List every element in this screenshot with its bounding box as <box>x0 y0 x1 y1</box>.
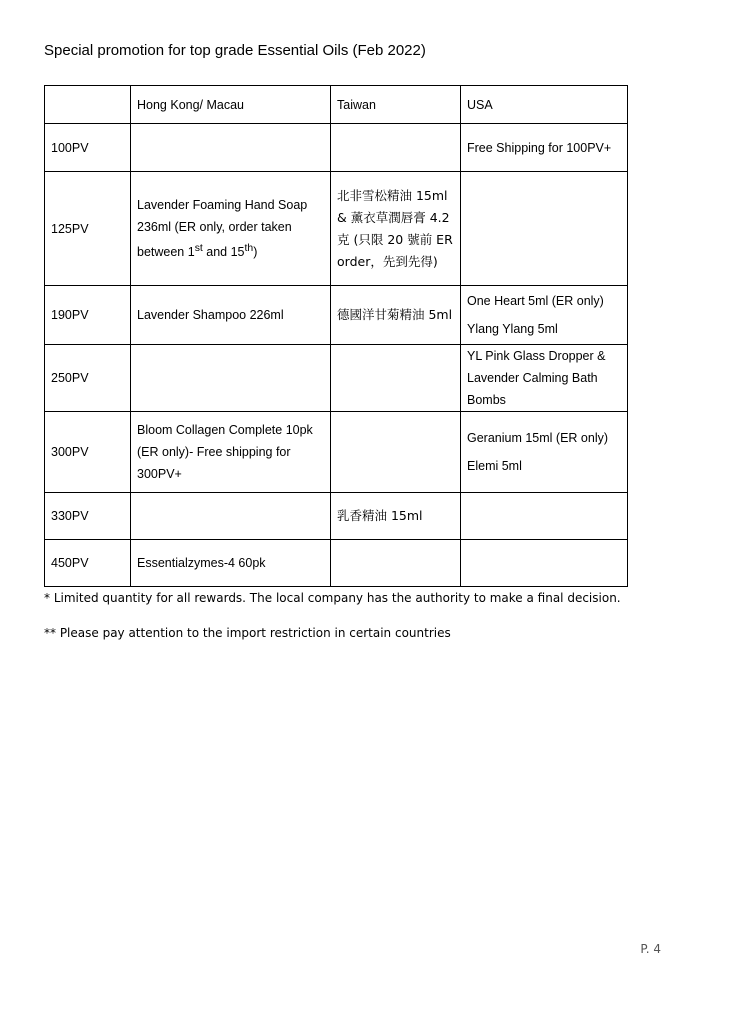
pv-cell: 250PV <box>45 345 131 412</box>
hk-text: Lavender Foaming Hand Soap 236ml (ER only, order taken between 1 <box>137 197 308 260</box>
pv-cell: 330PV <box>45 493 131 540</box>
table-row <box>45 493 628 540</box>
tw-cell <box>331 345 461 412</box>
pv-cell: 100PV <box>45 124 131 172</box>
header-usa: USA <box>461 86 628 124</box>
page-number: P. 4 <box>640 942 661 956</box>
tw-cell <box>331 412 461 493</box>
tw-cell: 乳香精油 15ml <box>331 493 461 540</box>
pv-cell: 190PV <box>45 286 131 345</box>
table-row <box>45 412 628 493</box>
promotion-table <box>44 85 628 587</box>
tw-cell <box>331 540 461 587</box>
usa-item: Geranium 15ml (ER only) <box>467 431 609 445</box>
table-header-row <box>45 86 628 124</box>
footnote-import-restriction: ** Please pay attention to the import restriction in certain countries <box>44 626 451 640</box>
hk-cell <box>131 345 331 412</box>
header-taiwan: Taiwan <box>331 86 461 124</box>
table-row <box>45 172 628 286</box>
tw-cell <box>331 124 461 172</box>
table-row <box>45 345 628 412</box>
usa-cell <box>461 493 628 540</box>
footnote-limited-quantity: * Limited quantity for all rewards. The local company has the authority to make a final decision. <box>44 591 621 605</box>
table-row <box>45 286 628 345</box>
hk-text: and 15 <box>202 245 245 260</box>
hk-cell: Essentialzymes-4 60pk <box>131 540 331 587</box>
usa-item: One Heart 5ml (ER only) <box>467 294 604 308</box>
pv-cell: 125PV <box>45 172 131 286</box>
tw-cell: 德國洋甘菊精油 5ml <box>331 286 461 345</box>
pv-cell: 300PV <box>45 412 131 493</box>
hk-cell <box>131 493 331 540</box>
usa-cell <box>461 286 628 345</box>
hk-cell <box>131 172 331 286</box>
header-empty-cell <box>45 86 131 124</box>
usa-cell: Free Shipping for 100PV+ <box>461 124 628 172</box>
superscript: th <box>244 242 254 254</box>
hk-cell <box>131 124 331 172</box>
usa-cell: YL Pink Glass Dropper & Lavender Calming Bath Bombs <box>461 345 628 412</box>
tw-cell: 北非雪松精油 15ml & 薰衣草潤唇膏 4.2克 (只限 20 號前 ER order，先到先得) <box>331 172 461 286</box>
hk-text: ) <box>253 245 258 260</box>
table-row <box>45 124 628 172</box>
header-hong-kong-macau: Hong Kong/ Macau <box>131 86 331 124</box>
usa-cell <box>461 540 628 587</box>
usa-cell <box>461 172 628 286</box>
usa-item: Elemi 5ml <box>467 459 522 473</box>
usa-item: Ylang Ylang 5ml <box>467 322 558 336</box>
pv-cell: 450PV <box>45 540 131 587</box>
usa-cell <box>461 412 628 493</box>
superscript: st <box>194 242 203 254</box>
table-row <box>45 540 628 587</box>
page-title: Special promotion for top grade Essential Oils (Feb 2022) <box>44 42 426 59</box>
hk-cell: Lavender Shampoo 226ml <box>131 286 331 345</box>
hk-cell: Bloom Collagen Complete 10pk (ER only)- Free shipping for 300PV+ <box>131 412 331 493</box>
